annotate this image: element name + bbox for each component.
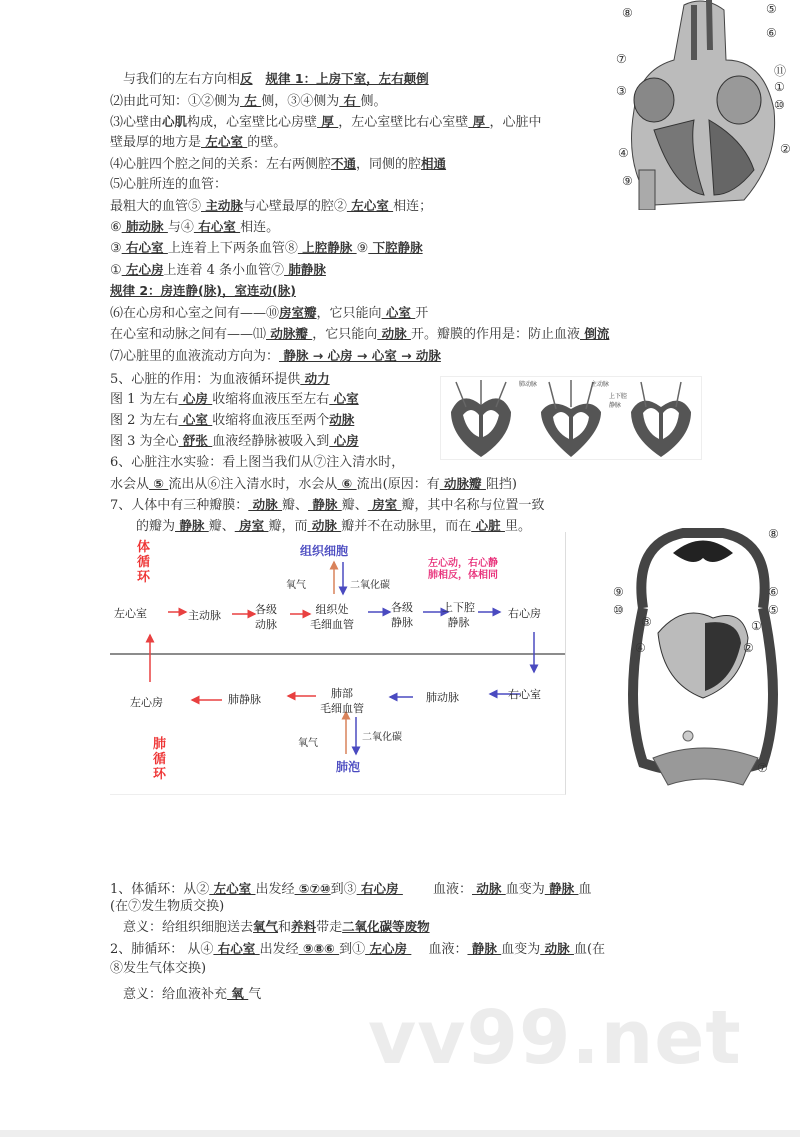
answer-blank: 静脉 [544, 881, 579, 896]
text-segment: 和 [278, 920, 292, 935]
heart-label: ⑥ [766, 26, 777, 40]
answer-blank: 主动脉 [201, 198, 243, 213]
text-segment: 心肌 [162, 114, 188, 129]
text-segment: 上连着上下两条血管⑧ [167, 241, 298, 256]
circulation-illustration [613, 523, 800, 795]
answer-blank: 心脏 [471, 518, 505, 533]
text-segment: 血液： [402, 882, 472, 897]
text-segment: 意义：给组织细胞送去 [110, 920, 254, 935]
tissue-cells-label: 组织细胞 [300, 544, 349, 558]
text-segment: 出发经 [259, 942, 299, 957]
heart-label: ⑦ [616, 52, 627, 66]
answer-blank: 动脉 [472, 881, 506, 896]
text-segment: 与我们的左右方向相 [110, 72, 241, 87]
heart-label: ⑧ [622, 6, 633, 20]
text-line [110, 475, 517, 494]
answer-blank: 右心室 [193, 219, 241, 234]
heart-anatomy-figure [614, 0, 800, 210]
node-right-ventricle: 右心室 [508, 688, 541, 701]
oxygen-label: 氧气 [298, 738, 318, 749]
text-segment: 出发经 [255, 882, 295, 897]
rule-note: 左心动，右心静 [428, 558, 498, 569]
heart-label: ⑪ [774, 64, 787, 78]
circ-label: ④ [635, 641, 646, 655]
answer-blank: 左 [240, 93, 262, 108]
node-left-atrium: 左心房 [130, 696, 163, 709]
answer-blank: 左心室 [209, 881, 256, 896]
text-segment: 开。瓣膜的作用是：防止血液 [410, 327, 580, 342]
text-segment: ⑨ [356, 241, 369, 256]
text-segment: 瓣、 [208, 519, 235, 534]
node-veins: 各级 静脉 [391, 601, 413, 629]
text-line [110, 411, 354, 430]
text-segment: 流出(原因：有 [356, 477, 440, 492]
text-segment: 流出从⑥注入清水时，水会从 [168, 477, 338, 492]
circ-label: ③ [641, 615, 652, 629]
circ-label: ⑦ [757, 761, 768, 775]
text-line [110, 454, 404, 472]
node-vena-cava: 上下腔 静脉 [442, 601, 475, 629]
answer-blank: 动脉 [540, 941, 574, 956]
answer-blank: 静脉 → 心房 → 心室 → 动脉 [279, 348, 441, 363]
text-segment: 2、肺循环： 从④ [110, 942, 214, 957]
text-segment [253, 72, 266, 87]
answer-blank: 动脉瓣 [266, 326, 313, 341]
valve-fig-label: 肺动脉 [519, 381, 538, 388]
text-line [110, 325, 609, 344]
text-segment: ⑺心脏里的血液流动方向为： [110, 349, 280, 364]
node-tissue-capillaries: 组织处 毛细血管 [310, 603, 354, 631]
answer-blank: 右心室 [121, 240, 168, 255]
heart-label: ⑨ [622, 174, 633, 188]
circ-label: ⑧ [768, 527, 779, 541]
answer-blank: 静脉 [467, 941, 502, 956]
heart-phase-illustration [441, 377, 701, 459]
answer-blank: 倒流 [579, 326, 610, 341]
text-line [110, 113, 542, 132]
answer-blank: 心室 [381, 305, 416, 320]
text-segment: 图 2 为左右 [110, 413, 179, 428]
text-line [110, 496, 544, 515]
text-segment: 血变为 [501, 942, 541, 957]
answer-blank: 左心室 [346, 198, 394, 213]
text-segment: 5、心脏的作用：为血液循环提供 [110, 372, 301, 387]
text-segment: 收缩将血液压至两个 [212, 413, 330, 428]
text-segment: 意义：给血液补充 [110, 987, 228, 1002]
text-line [110, 176, 227, 194]
answer-blank: 相通 [421, 156, 447, 171]
text-line [110, 282, 296, 301]
heart-label: ③ [616, 84, 627, 98]
text-line [110, 239, 423, 258]
text-line [110, 985, 261, 1004]
answer-blank: 房室 [367, 497, 402, 512]
text-line [110, 370, 330, 389]
text-segment: 开 [415, 306, 429, 321]
answer-blank: 心室 [329, 391, 359, 406]
answer-blank: 氧 [227, 986, 249, 1001]
answer-blank: 房室瓣 [279, 305, 317, 320]
text-segment: 里。 [504, 519, 531, 534]
co2-label: 二氧化碳 [362, 732, 402, 743]
answer-blank: 规律 1：上房下室，左右颠倒 [265, 71, 429, 86]
answer-blank: 氧气 [253, 919, 279, 934]
answer-blank: 动脉 [329, 412, 355, 427]
text-segment: 最粗大的血管⑤ [110, 199, 202, 214]
text-segment: 7、人体中有三种瓣膜： [110, 498, 249, 513]
text-segment: ③ [110, 241, 122, 256]
text-segment: 图 1 为左右 [110, 392, 179, 407]
text-line [110, 304, 428, 323]
text-line [110, 432, 359, 451]
text-segment: 瓣，其中名称与位置一致 [401, 498, 545, 513]
heart-label: ② [780, 142, 791, 156]
text-segment: 血变为 [505, 882, 545, 897]
text-segment: ，同侧的腔 [356, 157, 422, 172]
text-line [110, 133, 286, 152]
pulmonary-circulation-label: 肺循环 [153, 737, 167, 782]
text-line [110, 261, 326, 280]
text-segment: 相连。 [240, 220, 280, 235]
node-left-ventricle: 左心室 [114, 607, 147, 620]
valve-fig-label: 主动脉 [591, 381, 610, 388]
answer-blank: 动力 [300, 371, 330, 386]
answer-blank: 左心房 [365, 941, 412, 956]
text-line [110, 92, 386, 111]
node-lung-capillaries: 肺部 毛细血管 [320, 687, 364, 715]
answer-blank: 左心室 [201, 134, 248, 149]
text-segment: 到③ [330, 882, 357, 897]
circulation-body-figure [613, 523, 800, 795]
answer-blank: 心房 [178, 391, 213, 406]
heart-label: ⑤ [766, 2, 777, 16]
answer-blank: 下腔静脉 [368, 240, 423, 255]
text-line [110, 918, 430, 937]
circ-label: ⑩ [613, 603, 624, 617]
heart-label: ① [774, 80, 785, 94]
circ-label: ⑥ [768, 585, 779, 599]
answer-blank: ⑤ [149, 476, 169, 491]
text-line [110, 940, 605, 959]
answer-blank: 动脉瓣 [439, 476, 486, 491]
answer-blank: 反 [240, 71, 253, 86]
text-segment: 瓣并不在动脉里，而在 [341, 519, 472, 534]
heart-label: ④ [618, 146, 629, 160]
text-segment: 水会从 [110, 477, 150, 492]
alveoli-label: 肺泡 [336, 760, 361, 774]
answer-blank: 心房 [329, 433, 359, 448]
answer-blank: 厚 [317, 114, 339, 129]
text-line [110, 960, 206, 978]
answer-blank: 上腔静脉 [297, 240, 357, 255]
answer-blank: 左心房 [121, 262, 164, 277]
answer-blank: 肺静脉 [284, 262, 326, 277]
text-line [110, 155, 446, 174]
text-line [110, 347, 441, 366]
text-segment: 与④ [167, 220, 194, 235]
text-segment: ⑹在心房和心室之间有——⑩ [110, 306, 280, 321]
page-bottom-edge [0, 1130, 800, 1137]
answer-blank: 不通 [331, 156, 357, 171]
answer-blank: 右 [339, 93, 361, 108]
text-segment: ，它只能向 [316, 306, 382, 321]
text-segment: 相连； [393, 199, 433, 214]
text-line [110, 880, 591, 899]
answer-blank: ⑨⑧⑥ [298, 941, 340, 956]
text-segment: ⑵由此可知：①②侧为 [110, 94, 241, 109]
text-segment: ⑷心脏四个腔之间的关系：左右两侧腔 [110, 157, 332, 172]
answer-blank: 肺动脉 [121, 219, 168, 234]
text-segment: 血(在 [573, 942, 606, 957]
text-line [110, 197, 432, 216]
answer-blank: ⑤⑦⑩ [294, 881, 331, 896]
text-segment: 1、体循环：从② [110, 882, 210, 897]
text-segment: 壁最厚的地方是 [110, 135, 202, 150]
text-segment: ⑧发生气体交换) [110, 961, 207, 976]
node-right-atrium: 右心房 [508, 607, 541, 620]
answer-blank: 右心房 [356, 881, 403, 896]
text-segment: ① [110, 263, 122, 278]
text-segment: 收缩将血液压至左右 [212, 392, 330, 407]
rule-note: 肺相反，体相同 [428, 570, 498, 581]
answer-blank: 规律 2：房连静(脉)，室连动(脉) [110, 283, 296, 298]
text-segment: 侧。 [360, 94, 387, 109]
answer-blank: 静脉 [308, 497, 342, 512]
text-segment: 瓣，而 [268, 519, 308, 534]
text-line [110, 218, 279, 237]
answer-blank: 动脉 [377, 326, 411, 341]
text-segment: 血液经静脉被吸入到 [212, 434, 330, 449]
oxygen-label: 氧气 [286, 580, 306, 591]
text-segment: 瓣、 [341, 498, 368, 513]
text-segment: 6、心脏注水实验：看上图当我们从⑦注入清水时， [110, 455, 405, 470]
answer-blank: 厚 [468, 114, 490, 129]
answer-blank: 心室 [178, 412, 213, 427]
answer-blank: 右心室 [213, 941, 260, 956]
text-segment: 在心室和动脉之间有——⑾ [110, 327, 267, 342]
answer-blank: 静脉 [175, 518, 209, 533]
watermark: vv99.net [368, 995, 742, 1081]
heart-label: ⑩ [774, 98, 785, 112]
node-arteries: 各级 动脉 [255, 603, 277, 631]
blood-circulation-diagram [110, 532, 566, 795]
text-segment: 血 [578, 882, 592, 897]
co2-label: 二氧化碳 [350, 580, 390, 591]
node-aorta: 主动脉 [188, 609, 221, 622]
text-segment: 到① [339, 942, 366, 957]
answer-blank: ⑥ [337, 476, 357, 491]
circ-label: ② [743, 641, 754, 655]
circ-label: ⑨ [613, 585, 624, 599]
text-segment: 图 3 为全心 [110, 434, 179, 449]
text-line [110, 70, 429, 89]
text-segment: ，它只能向 [312, 327, 378, 342]
text-segment: 侧，③④侧为 [261, 94, 340, 109]
text-segment: 的壁。 [247, 135, 287, 150]
answer-blank: 二氧化碳等废物 [342, 919, 430, 934]
text-segment: ，左心室壁比右心室壁 [338, 115, 469, 130]
text-segment: 血液： [411, 942, 468, 957]
text-segment: 上连着 4 条小血管⑦ [163, 263, 285, 278]
systemic-circulation-label: 体循环 [137, 540, 151, 585]
text-segment: ⑥ [110, 220, 122, 235]
node-pulmonary-artery: 肺动脉 [426, 691, 459, 704]
text-segment: ，心脏中 [489, 115, 542, 130]
answer-blank: 舒张 [178, 433, 213, 448]
text-segment: 构成，心室壁比心房壁 [187, 115, 318, 130]
text-segment: ⑸心脏所连的血管： [110, 177, 228, 192]
valve-fig-label: 上下腔静脉 [609, 393, 628, 409]
text-segment: 阻挡) [485, 477, 517, 492]
text-line [110, 390, 359, 409]
answer-blank: 养料 [291, 919, 317, 934]
answer-blank: 房室 [234, 518, 269, 533]
text-segment: 瓣、 [282, 498, 309, 513]
circ-label: ⑤ [768, 603, 779, 617]
answer-blank: 动脉 [248, 497, 282, 512]
text-segment: 的瓣为 [110, 519, 176, 534]
answer-blank: 动脉 [307, 518, 342, 533]
text-line [110, 898, 224, 916]
text-segment: 带走 [316, 920, 343, 935]
text-segment: ⑶心壁由 [110, 115, 163, 130]
text-segment: 气 [248, 987, 262, 1002]
text-segment: 与心壁最厚的腔② [242, 199, 347, 214]
heart-contraction-figures [440, 376, 702, 460]
circ-label: ① [751, 619, 762, 633]
node-pulmonary-vein: 肺静脉 [228, 693, 261, 706]
text-segment: (在⑦发生物质交换) [110, 899, 225, 914]
